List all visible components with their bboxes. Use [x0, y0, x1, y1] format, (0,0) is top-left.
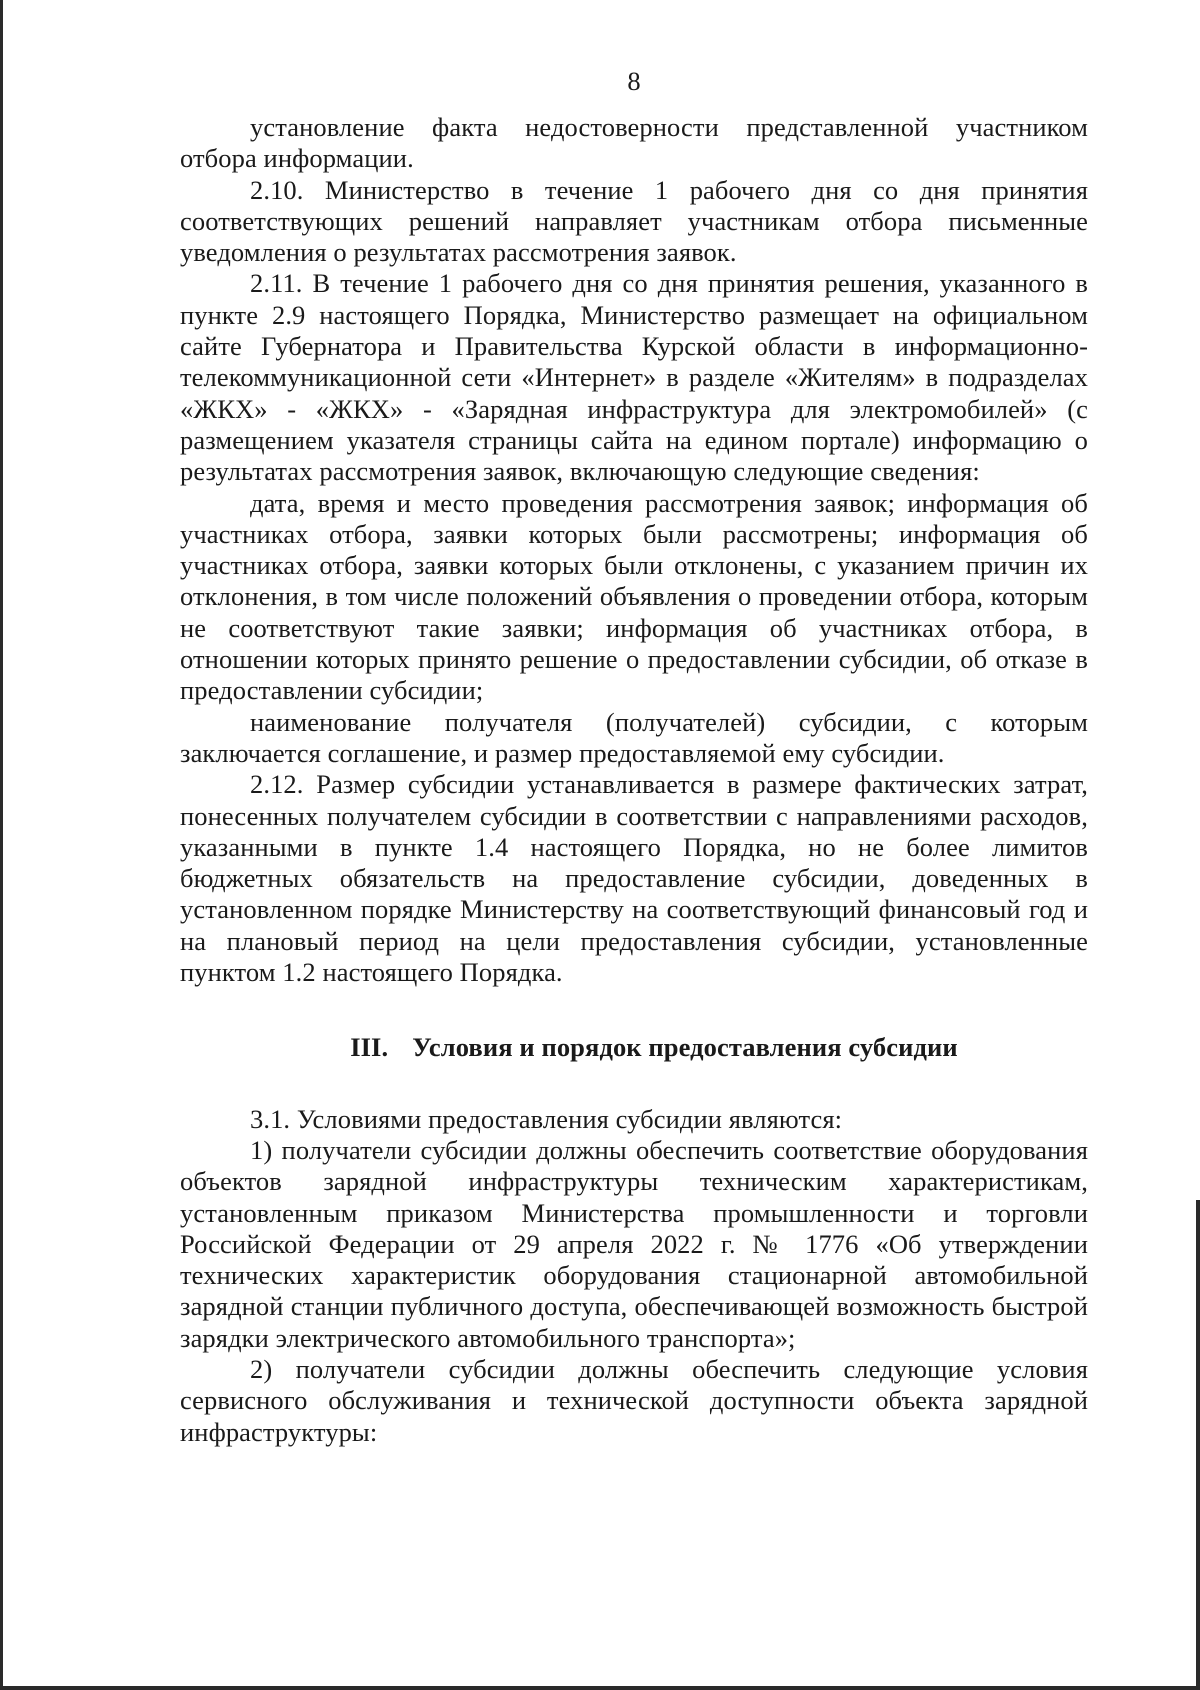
scan-edge-right: [1196, 1200, 1200, 1690]
paragraph-3-1-item-1: 1) получатели субсидии должны обеспечить соответствие оборудования объектов зарядной инфраструктуры техническим характеристикам, установленным приказом Министерства промышленности и торговли Российской Федерации от 29 апреля 2022 г. № 1776 «Об утверждении технических характеристик оборудования стационарной автомобильной зарядной станции публичного доступа, обеспечивающей возможность быстрой зарядки электрического автомобильного транспорта»;: [180, 1134, 1088, 1353]
paragraph-2-12: 2.12. Размер субсидии устанавливается в размере фактических затрат, понесенных получателем субсидии в соответствии с направлениями расходов, указанными в пункте 1.4 настоящего Порядка, но не более лимитов бюджетных обязательств на предоставление субсидии, доведенных в установленном порядке Министерству на соответствующий финансовый год и на плановый период на цели предоставления субсидии, установленные пунктом 1.2 настоящего Порядка.: [180, 769, 1088, 988]
paragraph-fact-establishment: установление факта недостоверности представленной участником отбора информации.: [180, 112, 1088, 174]
paragraph-recipient-name: наименование получателя (получателей) субсидии, с которым заключается соглашение, и размер предоставляемой ему субсидии.: [180, 706, 1088, 768]
scan-edge-left: [0, 0, 3, 1690]
section-heading: [180, 1032, 1088, 1063]
page-number: 8: [627, 66, 641, 96]
paragraph-3-1: 3.1. Условиями предоставления субсидии являются:: [250, 1103, 843, 1134]
section-title: Условия и порядок предоставления субсидии: [412, 1032, 958, 1063]
paragraph-3-1-item-2: 2) получатели субсидии должны обеспечить следующие условия сервисного обслуживания и технической доступности объекта зарядной инфраструктуры:: [180, 1353, 1088, 1447]
section-number: III.: [350, 1032, 389, 1063]
scan-edge-bottom: [0, 1686, 1200, 1690]
document-body: [180, 64, 1088, 1448]
paragraph-2-10: 2.10. Министерство в течение 1 рабочего дня со дня принятия соответствующих решений направляет участникам отбора письменные уведомления о результатах рассмотрения заявок.: [180, 174, 1088, 268]
paragraph-review-details: дата, время и место проведения рассмотрения заявок; информация об участниках отбора, заявки которых были рассмотрены; информация об участниках отбора, заявки которых были отклонены, с указанием причин их отклонения, в том числе положений объявления о проведении отбора, которым не соответствуют такие заявки; информация об участниках отбора, в отношении которых принято решение о предоставлении субсидии, об отказе в предоставлении субсидии;: [180, 487, 1088, 706]
paragraph-2-11: 2.11. В течение 1 рабочего дня со дня принятия решения, указанного в пункте 2.9 настоящего Порядка, Министерство размещает на официальном сайте Губернатора и Правительства Курской области в информационно-телекоммуникационной сети «Интернет» в разделе «Жителям» в подразделах «ЖКХ» - «ЖКХ» - «Зарядная инфраструктура для электромобилей» (с размещением указателя страницы сайта на едином портале) информацию о результатах рассмотрения заявок, включающую следующие сведения:: [180, 268, 1088, 487]
